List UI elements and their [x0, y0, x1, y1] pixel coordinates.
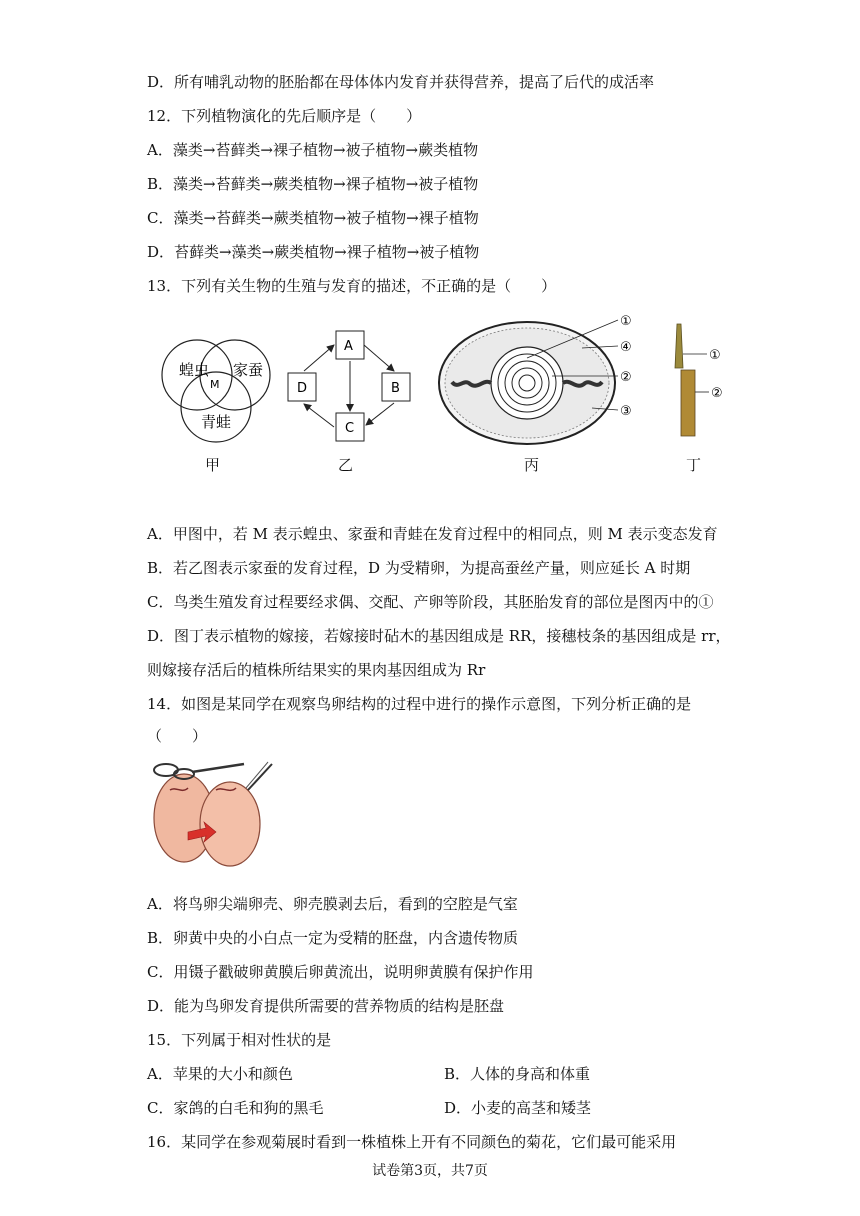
figure-egg-operation — [148, 760, 278, 870]
arrow-c-d — [304, 404, 334, 427]
text-line: D．所有哺乳动物的胚胎都在母体体内发育并获得营养，提高了后代的成活率 — [147, 73, 655, 91]
option-12a[interactable]: A．藻类→苔藓类→裸子植物→被子植物→蕨类植物 — [147, 141, 479, 159]
label-2: ② — [620, 370, 632, 385]
arrow-b-c — [366, 403, 394, 425]
label-m: M — [210, 378, 220, 391]
option-14d[interactable]: D．能为鸟卵发育提供所需要的营养物质的结构是胚盘 — [147, 997, 505, 1015]
label-b: B — [391, 381, 400, 396]
figure-bing — [432, 308, 644, 448]
option-15b[interactable]: B．人体的身高和体重 — [444, 1065, 591, 1083]
scissors-blade — [192, 764, 244, 772]
arrow-a-b — [364, 345, 394, 371]
label-4: ④ — [620, 340, 632, 355]
caption-ding: 丁 — [686, 456, 702, 474]
scion — [675, 324, 683, 368]
option-14c[interactable]: C．用镊子戳破卵黄膜后卵黄流出，说明卵黄膜有保护作用 — [147, 963, 534, 981]
caption-bing: 丙 — [524, 456, 540, 474]
option-15d[interactable]: D．小麦的高茎和矮茎 — [444, 1099, 592, 1117]
label-locust: 蝗虫 — [179, 361, 210, 379]
option-15c[interactable]: C．家鸽的白毛和狗的黑毛 — [147, 1099, 324, 1117]
option-12b[interactable]: B．藻类→苔藓类→蕨类植物→裸子植物→被子植物 — [147, 175, 479, 193]
question-14-paren: （ ） — [147, 727, 208, 745]
label-1: ① — [709, 348, 721, 363]
label-d: D — [297, 381, 308, 396]
figure-yi — [282, 325, 412, 445]
arrow-d-a — [304, 345, 334, 371]
label-silkworm: 家蚕 — [233, 361, 264, 379]
label-1: ① — [620, 314, 632, 329]
option-13d[interactable]: D．图丁表示植物的嫁接，若嫁接时砧木的基因组成是 RR，接穗枝条的基因组成是 rr， — [147, 627, 731, 645]
option-13c[interactable]: C．鸟类生殖发育过程要经求偶、交配、产卵等阶段，其胚胎发育的部位是图丙中的① — [147, 593, 714, 611]
option-12c[interactable]: C．藻类→苔藓类→蕨类植物→被子植物→裸子植物 — [147, 209, 479, 227]
option-13b[interactable]: B．若乙图表示家蚕的发育过程，D 为受精卵，为提高蚕丝产量，则应延长 A 时期 — [147, 559, 691, 577]
page-footer: 试卷第3页，共7页 — [372, 1163, 488, 1179]
label-2: ② — [711, 386, 723, 401]
stock — [681, 370, 695, 436]
figure-ding — [665, 322, 735, 442]
option-14b[interactable]: B．卵黄中央的小白点一定为受精的胚盘，内含遗传物质 — [147, 929, 519, 947]
caption-yi: 乙 — [338, 456, 354, 474]
label-3: ③ — [620, 404, 632, 419]
tweezers — [248, 764, 272, 790]
caption-jia: 甲 — [205, 456, 221, 474]
option-13d-cont: 则嫁接存活后的植株所结果实的果肉基因组成为 Rr — [147, 661, 486, 679]
option-14a[interactable]: A．将鸟卵尖端卵壳、卵壳膜剥去后，看到的空腔是气室 — [147, 895, 518, 913]
figure-jia — [155, 325, 275, 445]
question-13: 13．下列有关生物的生殖与发育的描述，不正确的是（ ） — [147, 277, 557, 295]
question-15: 15．下列属于相对性状的是 — [147, 1031, 332, 1049]
question-16: 16．某同学在参观菊展时看到一株植株上开有不同颜色的菊花，它们最可能采用 — [147, 1133, 677, 1151]
egg-right — [200, 782, 260, 866]
question-12: 12．下列植物演化的先后顺序是（ ） — [147, 107, 422, 125]
question-14: 14．如图是某同学在观察鸟卵结构的过程中进行的操作示意图，下列分析正确的是 — [147, 695, 692, 713]
option-13a[interactable]: A．甲图中，若 M 表示蝗虫、家蚕和青蛙在发育过程中的相同点，则 M 表示变态发育 — [147, 525, 718, 543]
option-15a[interactable]: A．苹果的大小和颜色 — [147, 1065, 293, 1083]
label-frog: 青蛙 — [201, 413, 232, 431]
label-a: A — [344, 339, 353, 354]
option-12d[interactable]: D．苔藓类→藻类→蕨类植物→裸子植物→被子植物 — [147, 243, 480, 261]
label-c: C — [345, 421, 355, 436]
